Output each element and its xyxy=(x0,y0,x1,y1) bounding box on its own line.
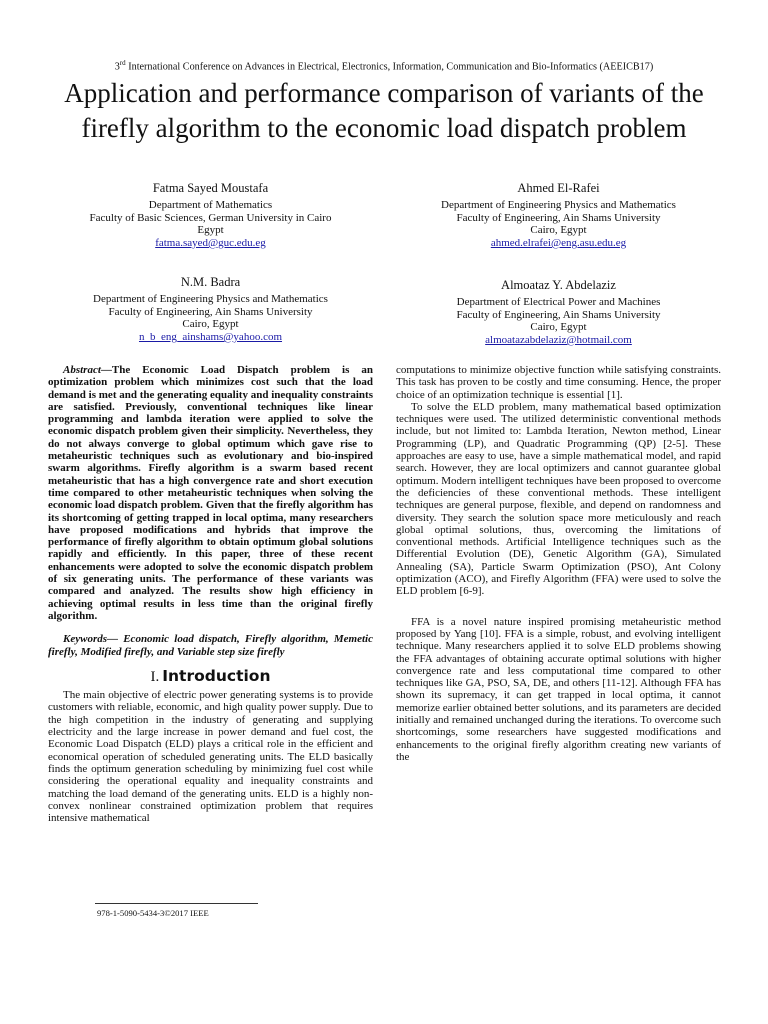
author-affiliation-line: Department of Electrical Power and Machines xyxy=(456,296,661,308)
section-number: I. xyxy=(150,668,160,685)
abstract xyxy=(48,364,373,622)
author-affiliation-line: Faculty of Engineering, Ain Shams University xyxy=(456,211,661,224)
author-email-link[interactable]: ahmed.elrafei@eng.asu.edu.eg xyxy=(490,236,627,249)
abstract-text: The Economic Load Dispatch problem is an optimization problem which minimizes cost such that the load demand is met and the generating equality and inequality constraints are satisfied. Previously, conventional techniques like linear programming and lambda iteration were applied to solve the economic dispatch problem given their simplicity. Nevertheless, they do not always converge to global optimum which gave rise to metaheuristic techniques such as evolutionary and bio-inspired swarm algorithms. Firefly algorithm is a swarm based recent metaheuristic that has a high convergence rate and short execution time compared to other metaheuristic techniques when solving the economic load dispatch problem. Given that the firefly algorithm has its shortcoming of getting trapped in local optima, many researchers have proposed modifications and hybrids that improve the performance of firefly algorithm to obtain optimum global solutions rapidly and efficiently. In this paper, three of these recent enhancements were adopted to solve the economic dispatch problem of six generating units. The performance of these variants was compared and analyzed. The results show high efficiency in achieving optimal results in less time than the original firefly algorithm. xyxy=(48,364,373,622)
author-affiliation-line: Cairo, Egypt xyxy=(182,318,239,331)
author-affiliation-line: Cairo, Egypt xyxy=(530,224,587,237)
intro-paragraph-1-continued: computations to minimize objective function while satisfying constraints. This task has proven to be costly and time consuming. Hence, the proper choice of an optimization technique is essential [1]. xyxy=(396,364,721,401)
author-name: Ahmed El-Rafei xyxy=(517,181,600,195)
section-title: Introduction xyxy=(162,666,271,685)
author-affiliation-line: Department of Engineering Physics and Mathematics xyxy=(93,293,328,305)
footnote-divider xyxy=(95,903,258,904)
author-affiliation-line: Faculty of Basic Sciences, German University in Cairo xyxy=(89,211,332,224)
keywords-text: Economic load dispatch, Firefly algorithm, Memetic firefly, Modified firefly, and Variable step size firefly xyxy=(48,633,373,658)
author-email-link[interactable]: fatma.sayed@guc.edu.eg xyxy=(155,236,266,249)
intro-paragraph-3: FFA is a novel nature inspired promising metaheuristic method proposed by Yang [10]. FFA is a simple, robust, and evolving intelligent technique. Many researchers applied it to solve ELD problems showing the FFA advantages of obtaining accurate optimal solutions with higher convergence rate and less computational time compared to other techniques like GA, PSO, SA, DE, and others [11-12]. Although FFA has shown its supremacy, it can get trapped in local optima, it cannot memorize earlier obtained better solutions, and its parameters are decided initially and remained unchanged during the iterations. To overcome such shortcomings, some researchers have suggested modifications and enhancements to the original firefly algorithm creating new variants of the xyxy=(396,615,721,763)
author-affiliation-line: Faculty of Engineering, Ain Shams University xyxy=(108,305,313,318)
author-email-link[interactable]: almoatazabdelaziz@hotmail.com xyxy=(485,333,632,346)
conference-name: International Conference on Advances in Electrical, Electronics, Information, Communication and Bio-Informatics (AEEICB17) xyxy=(128,61,654,73)
left-column xyxy=(48,364,373,824)
author-affiliation-line: Department of Engineering Physics and Mathematics xyxy=(441,199,676,211)
author-affiliation-line: Cairo, Egypt xyxy=(530,321,587,334)
author-block-2 xyxy=(396,181,721,249)
conference-number-suffix: rd xyxy=(119,59,126,67)
keywords-label: Keywords xyxy=(63,633,107,646)
keywords xyxy=(48,633,373,658)
section-heading-introduction xyxy=(48,666,373,685)
author-affiliation-line: Faculty of Engineering, Ain Shams University xyxy=(456,308,661,321)
abstract-dash: — xyxy=(100,364,112,376)
author-name: Almoataz Y. Abdelaziz xyxy=(501,278,616,292)
intro-paragraph-2: To solve the ELD problem, many mathematical based optimization techniques were used. The utilized deterministic conventional methods include, but not limited to: Lambda Iteration, Newton method, Linear Programming (LP), and Quadratic Programming (QP) [2-5]. These approaches are easy to use, have a simple mathematical model, and rapid search. However, they are local optimizers and cannot guarantee global optimum. Modern intelligent techniques have been proposed to overcome the deficiencies of these conventional methods. These intelligent techniques are general purpose, flexible, and depend on randomness and diversity. They search the solution space more meticulously and reach global optimal solutions, thus, overcoming the limitations of conventional methods. Artificial Intelligence techniques such as the Differential Evolution (DE), Genetic Algorithm (GA), Simulated Annealing (SA), Particle Swarm Optimization (PSO), Ant Colony optimization (ACO), and Firefly Algorithm (FFA) were used to solve the ELD problem [6-9]. xyxy=(396,400,721,598)
author-name: Fatma Sayed Moustafa xyxy=(152,181,269,195)
author-affiliation-line: Department of Mathematics xyxy=(148,199,273,211)
author-block-1 xyxy=(48,181,373,249)
author-email-link[interactable]: n_b_eng_ainshams@yahoo.com xyxy=(138,330,283,343)
author-block-3 xyxy=(48,275,373,343)
paper-title: Application and performance comparison of variants of the firefly algorithm to the economic load dispatch problem xyxy=(64,78,704,143)
author-name: N.M. Badra xyxy=(180,275,241,289)
abstract-label: Abstract xyxy=(63,364,101,376)
keywords-dash: — xyxy=(107,633,118,646)
conference-line xyxy=(0,59,768,72)
conference-number: 3 xyxy=(114,61,120,73)
right-column xyxy=(396,364,721,763)
footnote-isbn: 978-1-5090-5434-3©2017 IEEE xyxy=(97,908,209,918)
author-affiliation-line: Egypt xyxy=(197,224,224,237)
author-block-4 xyxy=(396,278,721,346)
intro-paragraph-1: The main objective of electric power generating systems is to provide customers with reliable, economic, and high quality power supply. Due to the high competition in the industry of generating and supplying electricity and the large increase in power demand and fuel cost, the Economic Load Dispatch (ELD) plays a critical role in the efficient and economical operation of scheduled generating units. The ELD basically finds the optimum generation scheduling by minimizing fuel cost while considering the operational equality and inequality constraints and matching the load demand of the generating units. ELD is a highly non-convex nonlinear constrained optimization problem that requires intensive mathematical xyxy=(48,689,373,825)
